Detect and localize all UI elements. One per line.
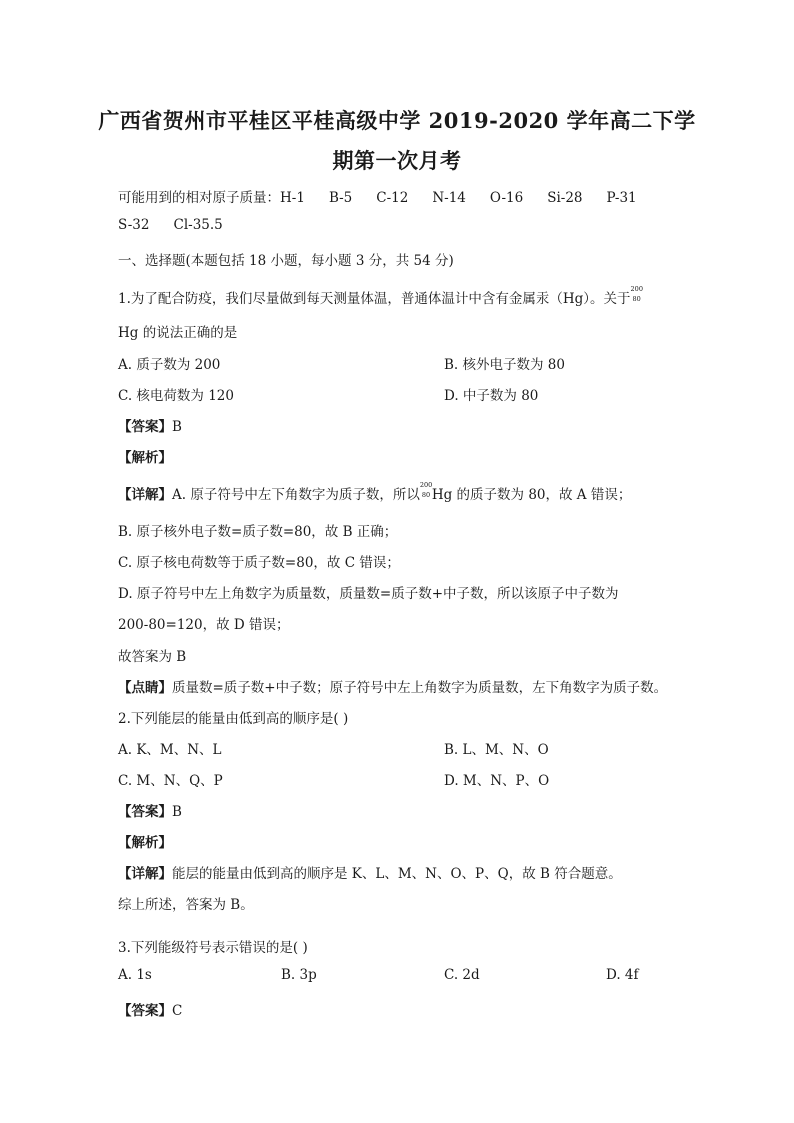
q2-summary: 综上所述，答案为 B。 [118,897,254,913]
q2-option-c: C. M、N、Q、P [118,773,223,789]
q1-detail-a-part2: Hg 的质子数为 80，故 A 错误； [431,487,632,503]
mass-c: C-12 [376,190,409,206]
q2-option-b: B. L、M、N、O [444,742,549,758]
mass-n: N-14 [432,190,466,206]
q3-stem: 3.下列能级符号表示错误的是( ) [118,940,308,956]
hg-isotope-notation [630,285,643,304]
q3-answer-tag: 【答案】 [118,1003,172,1019]
atomic-mass-label: 可能用到的相对原子质量： [118,190,280,206]
mass-si: Si-28 [547,190,583,206]
q2-option-d: D. M、N、P、O [444,773,550,789]
q1-stem-part1: 1.为了配合防疫，我们尽量做到每天测量体温，普通体温计中含有金属汞（Hg）。关于 [118,291,631,307]
q2-detail [118,862,622,882]
q2-option-a: A. K、M、N、L [118,742,222,758]
hg-isotope-notation-2 [419,481,433,500]
q1-conclusion: 故答案为 B [118,649,187,665]
mass-o: O-16 [489,190,524,206]
mass-s: S-32 [118,217,150,233]
mass-cl: Cl-35.5 [173,217,223,233]
q1-detail-tag: 【详解】 [118,487,172,503]
q2-detail-text: 能层的能量由低到高的顺序是 K、L、M、N、O、P、Q，故 B 符合题意。 [172,866,622,882]
q1-tip-text: 质量数=质子数+中子数；原子符号中左上角数字为质量数，左下角数字为质子数。 [172,680,668,696]
q3-option-d: D. 4f [606,967,639,983]
iso-atomic-number: 80 [632,295,641,303]
q1-analysis-tag: 【解析】 [118,450,172,466]
q2-detail-tag: 【详解】 [118,866,172,882]
q2-analysis-tag: 【解析】 [118,835,172,851]
q1-answer-value: B [172,419,182,435]
document-title-line2: 期第一次月考 [332,148,462,173]
q2-answer [118,800,182,820]
q1-detail-a [118,483,631,503]
q1-answer-tag: 【答案】 [118,419,172,435]
q3-answer [118,999,182,1019]
q2-analysis [118,831,172,851]
q2-stem: 2.下列能层的能量由低到高的顺序是( ) [118,711,349,727]
q3-option-c: C. 2d [444,967,480,983]
q1-stem-line1 [118,287,643,307]
q1-tip-tag: 【点睛】 [118,680,172,696]
iso-mass-number-2: 200 [419,481,433,489]
q1-detail-c: C. 原子核电荷数等于质子数=80，故 C 错误； [118,555,400,571]
atomic-mass-line [118,186,637,206]
q1-option-b: B. 核外电子数为 80 [444,357,565,373]
q1-stem-line2: Hg 的说法正确的是 [118,325,238,341]
q3-answer-value: C [172,1003,183,1019]
q1-answer [118,415,182,435]
mass-h: H-1 [280,190,305,206]
q1-detail-a-part1: A. 原子符号中左下角数字为质子数，所以 [172,487,420,503]
mass-p: P-31 [606,190,637,206]
q3-option-b: B. 3p [281,967,317,983]
mass-b: B-5 [328,190,353,206]
q3-option-a: A. 1s [118,967,152,983]
document-title-line1: 广西省贺州市平桂区平桂高级中学 2019-2020 学年高二下学 [98,108,696,133]
q1-detail-d2: 200-80=120，故 D 错误； [118,617,290,633]
q2-answer-tag: 【答案】 [118,804,172,820]
q1-option-d: D. 中子数为 80 [444,388,539,404]
q1-option-c: C. 核电荷数为 120 [118,388,234,404]
q1-tip [118,676,667,696]
iso-mass-number: 200 [630,285,643,293]
q2-answer-value: B [172,804,182,820]
atomic-mass-line2 [118,217,247,233]
q1-option-a: A. 质子数为 200 [118,357,221,373]
q1-analysis [118,446,172,466]
section-heading: 一、选择题(本题包括 18 小题，每小题 3 分，共 54 分) [118,253,454,269]
iso-atomic-number-2: 80 [421,491,431,499]
q1-detail-b: B. 原子核外电子数=质子数=80，故 B 正确； [118,524,398,540]
q1-detail-d1: D. 原子符号中左上角数字为质量数，质量数=质子数+中子数，所以该原子中子数为 [118,586,619,602]
